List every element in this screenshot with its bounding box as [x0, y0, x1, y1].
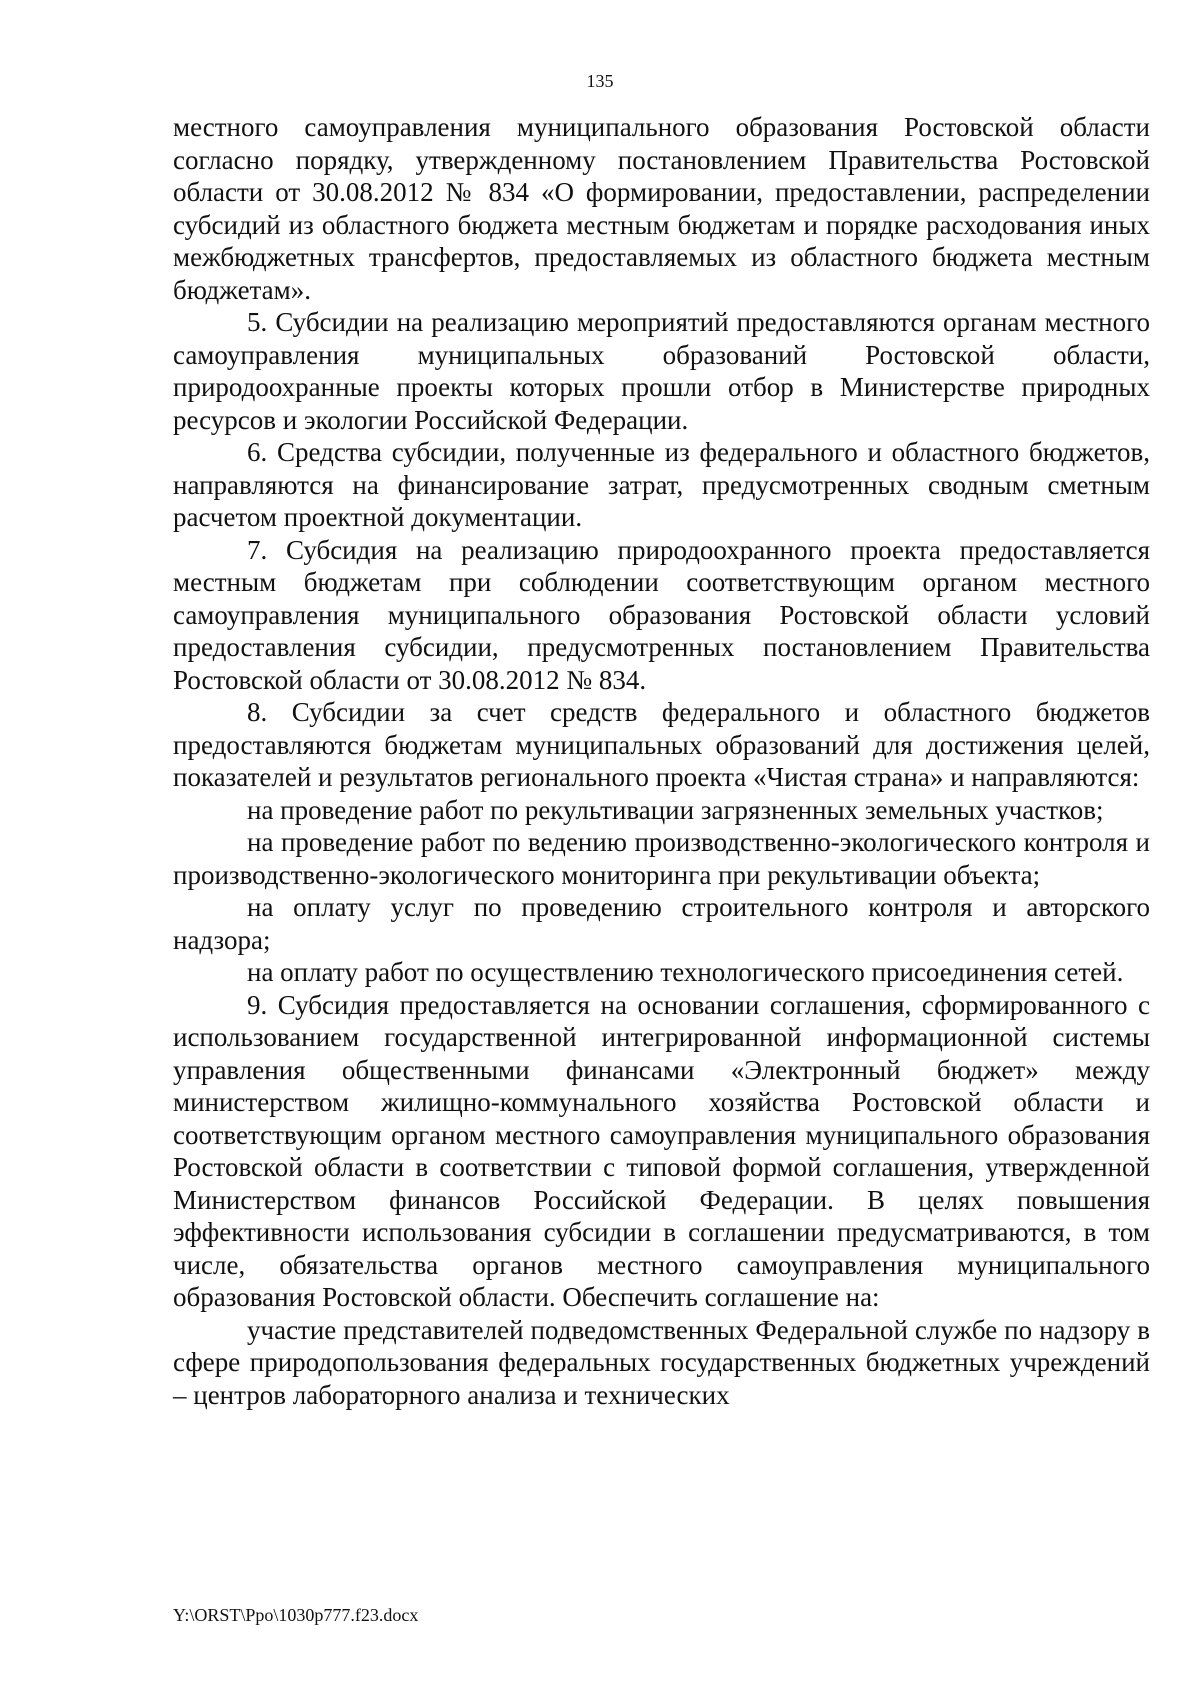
page-number: 135	[586, 71, 614, 91]
paragraph-item-9: 9. Субсидия предоставляется на основании соглашения, сформированного с использованием государственной интегрированной информационной системы управления общественными финансами «Электронный бюджет» между министерством жилищно-коммунального хозяйства Ростовской области и соответствующим органом местного самоуправления муниципального образования Ростовской области в соответствии с типовой формой соглашения, утвержденной Министерством финансов Российской Федерации. В целях повышения эффективности использования субсидии в соглашении предусматриваются, в том числе, обязательства органов местного самоуправления муниципального образования Ростовской области. Обеспечить соглашение на:	[173, 989, 1150, 1312]
paragraph-item-5: 5. Субсидии на реализацию мероприятий предоставляются органам местного самоуправления муниципальных образований Ростовской области, природоохранные проекты которых прошли отбор в Министерстве природных ресурсов и экологии Российской Федерации.	[173, 307, 1150, 435]
paragraph-item-7: 7. Субсидия на реализацию природоохранного проекта предоставляется местным бюджетам при соблюдении соответствующим органом местного самоуправления муниципального образования Ростовской области условий предоставления субсидии, предусмотренных постановлением Правительства Ростовской области от 30.08.2012 № 834.	[173, 534, 1150, 695]
paragraph-item-8: 8. Субсидии за счет средств федерального и областного бюджетов предоставляются бюджетам муниципальных образований для достижения целей, показателей и результатов регионального проекта «Чистая страна» и направляются:	[173, 697, 1150, 792]
paragraph-subitem-monitoring: на проведение работ по ведению производственно-экологического контроля и производственно-экологического мониторинга при рекультивации объекта;	[173, 827, 1150, 890]
paragraph-continuation: местного самоуправления муниципального образования Ростовской области согласно порядку, утвержденному постановлением Правительства Ростовской области от 30.08.2012 № 834 «О формировании, предоставлении, распределении субсидий из областного бюджета местным бюджетам и порядке расходования иных межбюджетных трансфертов, предоставляемых из областного бюджета местным бюджетам».	[173, 112, 1150, 305]
paragraph-subitem-construction-control: на оплату услуг по проведению строительного контроля и авторского надзора;	[173, 892, 1150, 955]
paragraph-subitem-grid-connection: на оплату работ по осуществлению технологического присоединения сетей.	[247, 957, 1124, 987]
document-body	[173, 111, 1150, 1411]
footer-file-path: Y:\ORST\Ppo\1030p777.f23.docx	[173, 1605, 419, 1625]
paragraph-subitem-recultivation: на проведение работ по рекультивации загрязненных земельных участков;	[247, 794, 1104, 825]
paragraph-item-6: 6. Средства субсидии, полученные из федерального и областного бюджетов, направляются на финансирование затрат, предусмотренных сводным сметным расчетом проектной документации.	[173, 437, 1150, 532]
paragraph-participation: участие представителей подведомственных Федеральной службе по надзору в сфере природопользования федеральных государственных бюджетных учреждений – центров лабораторного анализа и технических	[173, 1314, 1150, 1410]
